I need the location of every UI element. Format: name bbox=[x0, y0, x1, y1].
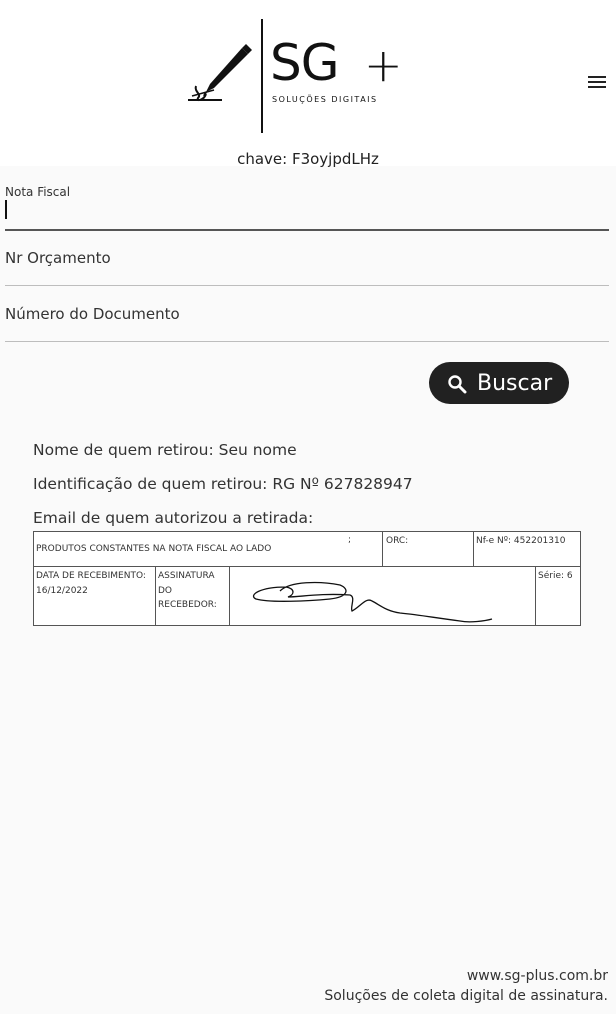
buscar-button[interactable] bbox=[429, 362, 569, 404]
numero-documento-field bbox=[5, 304, 609, 324]
signature-area bbox=[230, 567, 535, 625]
nr-orcamento-field bbox=[5, 248, 609, 268]
orc-cell bbox=[383, 532, 474, 567]
logo-divider bbox=[261, 19, 263, 133]
logo-text: SG bbox=[270, 34, 339, 92]
logo-subtitle: SOLUÇÕES DIGITAIS bbox=[272, 95, 378, 104]
signature-image bbox=[230, 567, 535, 625]
pen-signature-icon bbox=[184, 30, 254, 122]
nota-fiscal-input[interactable] bbox=[5, 203, 609, 225]
data-recebimento-value: 16/12/2022 bbox=[36, 586, 88, 596]
identificacao-retirou: Identificação de quem retirou: RG Nº 627828947 bbox=[33, 475, 413, 493]
numero-documento-input[interactable] bbox=[5, 304, 609, 324]
serie-text: Série: 6 bbox=[538, 571, 573, 581]
sg-plus-logo bbox=[184, 16, 403, 136]
produtos-cell bbox=[34, 532, 383, 567]
nota-fiscal-field bbox=[5, 185, 609, 225]
nr-orcamento-input[interactable] bbox=[5, 248, 609, 268]
app-header bbox=[0, 0, 616, 166]
data-recebimento-cell bbox=[34, 567, 156, 625]
nota-fiscal-label: Nota Fiscal bbox=[5, 185, 71, 199]
data-recebimento-label: DATA DE RECEBIMENTO: bbox=[36, 571, 146, 581]
hamburger-menu-icon[interactable] bbox=[586, 73, 608, 93]
assinatura-label-cell bbox=[156, 567, 230, 625]
nota-fiscal-underline bbox=[5, 229, 609, 231]
nome-retirou: Nome de quem retirou: Seu nome bbox=[33, 441, 297, 459]
nfe-cell bbox=[474, 532, 580, 567]
nfe-text: Nf-e Nº: 452201310 bbox=[476, 536, 566, 546]
assinatura-line2: DO bbox=[158, 586, 173, 596]
numero-documento-underline bbox=[5, 341, 609, 342]
nr-orcamento-underline bbox=[5, 285, 609, 286]
search-icon bbox=[447, 374, 467, 394]
text-cursor bbox=[5, 200, 7, 219]
assinatura-line3: RECEBEDOR: bbox=[158, 600, 217, 610]
produtos-separator: ; bbox=[348, 535, 352, 545]
orc-text: ORC: bbox=[386, 536, 409, 546]
logo-plus: + bbox=[364, 38, 403, 92]
buscar-label: Buscar bbox=[477, 371, 553, 396]
chave-label: chave: F3oyjpdLHz bbox=[237, 150, 379, 168]
serie-cell bbox=[535, 567, 580, 625]
footer-site: www.sg-plus.com.br bbox=[466, 968, 608, 984]
email-autorizou: Email de quem autorizou a retirada: bbox=[33, 509, 314, 527]
footer-tagline: Soluções de coleta digital de assinatura. bbox=[324, 988, 608, 1004]
receipt-table bbox=[33, 531, 581, 626]
assinatura-line1: ASSINATURA bbox=[158, 571, 215, 581]
produtos-text: PRODUTOS CONSTANTES NA NOTA FISCAL AO LADO bbox=[36, 544, 272, 554]
